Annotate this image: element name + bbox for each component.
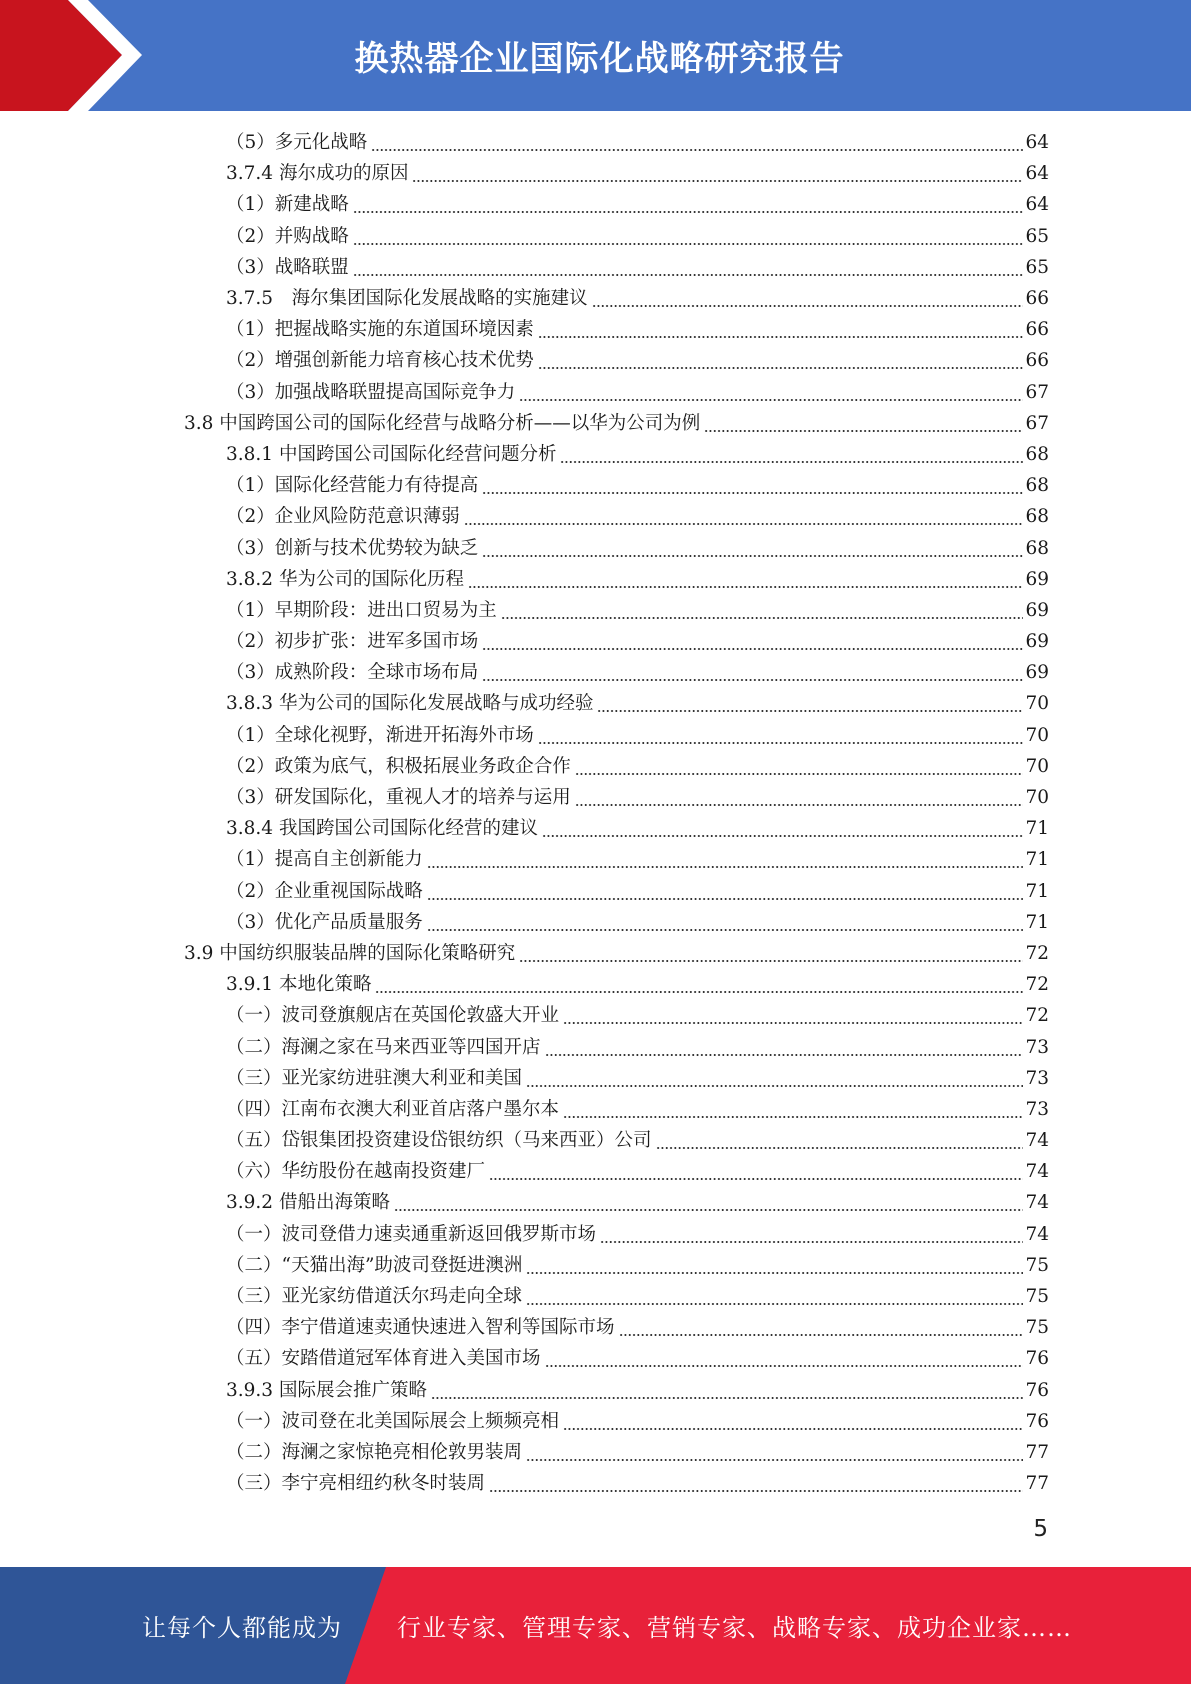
toc-entry-title: 3.9 中国纺织服装品牌的国际化策略研究: [184, 938, 519, 969]
toc-entry[interactable]: [226, 252, 1049, 283]
dot-leader: [353, 189, 1023, 220]
toc-entry[interactable]: [226, 439, 1049, 470]
toc-entry-title: （三）亚光家纺借道沃尔玛走向全球: [226, 1281, 526, 1312]
dot-leader: [412, 158, 1023, 189]
dot-leader: [575, 751, 1023, 782]
dot-leader: [501, 595, 1023, 626]
toc-entry[interactable]: [226, 1437, 1049, 1468]
toc-entry-title: （二）海澜之家惊艳亮相伦敦男装周: [226, 1437, 526, 1468]
toc-entry[interactable]: [226, 1375, 1049, 1406]
toc-entry-page: 77: [1025, 1441, 1049, 1463]
toc-entry-title: （1）提高自主创新能力: [226, 844, 427, 875]
toc-entry-page: 70: [1025, 724, 1049, 746]
dot-leader: [394, 1187, 1023, 1218]
toc-entry-title: （3）战略联盟: [226, 252, 353, 283]
toc-entry-title: （六）华纺股份在越南投资建厂: [226, 1156, 489, 1187]
toc-entry[interactable]: [226, 127, 1049, 158]
dot-leader: [656, 1125, 1023, 1156]
dot-leader: [592, 283, 1023, 314]
toc-entry[interactable]: [226, 751, 1049, 782]
dot-leader: [427, 844, 1023, 875]
toc-entry[interactable]: [226, 314, 1049, 345]
dot-leader: [526, 1281, 1023, 1312]
toc-entry-title: （2）增强创新能力培育核心技术优势: [226, 345, 538, 376]
toc-entry-page: 65: [1025, 256, 1049, 278]
document-title: 换热器企业国际化战略研究报告: [354, 39, 845, 79]
toc-entry-title: 3.9.1 本地化策略: [226, 969, 375, 1000]
dot-leader: [704, 408, 1023, 439]
toc-entry[interactable]: [226, 532, 1049, 563]
toc-entry-title: （3）成熟阶段：全球市场布局: [226, 657, 482, 688]
toc-entry-title: （3）创新与技术优势较为缺乏: [226, 533, 482, 564]
toc-entry-page: 65: [1025, 225, 1049, 247]
toc-entry-page: 68: [1025, 537, 1049, 559]
toc-entry[interactable]: [226, 1468, 1049, 1499]
footer-slogan-left: 让每个人都能成为: [142, 1614, 342, 1642]
toc-entry[interactable]: [226, 189, 1049, 220]
toc-entry[interactable]: [226, 1031, 1049, 1062]
dot-leader: [353, 252, 1023, 283]
toc-entry[interactable]: [226, 1312, 1049, 1343]
toc-entry-page: 66: [1025, 288, 1049, 310]
toc-entry-page: 69: [1025, 568, 1049, 590]
dot-leader: [600, 1219, 1023, 1250]
toc-entry[interactable]: [226, 221, 1049, 252]
toc-entry-page: 66: [1025, 319, 1049, 341]
toc-entry-page: 73: [1025, 1036, 1049, 1058]
toc-entry[interactable]: [226, 907, 1049, 938]
toc-entry[interactable]: [226, 377, 1049, 408]
page-header: [0, 0, 1191, 111]
toc-entry-page: 64: [1025, 132, 1049, 154]
toc-entry[interactable]: [226, 688, 1049, 719]
toc-entry[interactable]: [226, 1000, 1049, 1031]
toc-entry-page: 74: [1025, 1130, 1049, 1152]
toc-entry[interactable]: [184, 408, 1049, 439]
toc-entry-page: 70: [1025, 755, 1049, 777]
toc-entry-title: （一）波司登在北美国际展会上频频亮相: [226, 1406, 563, 1437]
toc-entry-title: 3.8.3 华为公司的国际化发展战略与成功经验: [226, 688, 597, 719]
toc-entry-title: （五）岱银集团投资建设岱银纺织（马来西亚）公司: [226, 1125, 656, 1156]
dot-leader: [427, 907, 1023, 938]
toc-entry-page: 66: [1025, 350, 1049, 372]
toc-entry-title: 3.7.5 海尔集团国际化发展战略的实施建议: [226, 283, 592, 314]
dot-leader: [545, 1032, 1023, 1063]
toc-entry-page: 69: [1025, 662, 1049, 684]
toc-entry[interactable]: [226, 1219, 1049, 1250]
dot-leader: [489, 1156, 1023, 1187]
toc-entry-page: 74: [1025, 1161, 1049, 1183]
toc-entry-page: 71: [1025, 849, 1049, 871]
toc-entry-page: 70: [1025, 693, 1049, 715]
toc-entry[interactable]: [226, 1125, 1049, 1156]
toc-entry[interactable]: [226, 470, 1049, 501]
dot-leader: [563, 1000, 1023, 1031]
toc-entry-page: 74: [1025, 1192, 1049, 1214]
dot-leader: [468, 564, 1023, 595]
dot-leader: [526, 1437, 1023, 1468]
toc-entry-title: （1）国际化经营能力有待提高: [226, 470, 482, 501]
toc-entry-page: 72: [1025, 942, 1049, 964]
toc-entry-title: （2）企业风险防范意识薄弱: [226, 501, 464, 532]
toc-entry-title: （一）波司登旗舰店在英国伦敦盛大开业: [226, 1000, 563, 1031]
toc-entry-title: （三）李宁亮相纽约秋冬时装周: [226, 1468, 489, 1499]
toc-entry-page: 64: [1025, 194, 1049, 216]
toc-entry-title: （1）把握战略实施的东道国环境因素: [226, 314, 538, 345]
dot-leader: [353, 221, 1023, 252]
toc-entry-title: （2）初步扩张：进军多国市场: [226, 626, 482, 657]
toc-entry[interactable]: [226, 720, 1049, 751]
dot-leader: [526, 1063, 1023, 1094]
toc-entry-page: 67: [1025, 412, 1049, 434]
toc-entry-page: 71: [1025, 911, 1049, 933]
toc-entry[interactable]: [226, 969, 1049, 1000]
toc-entry-page: 71: [1025, 818, 1049, 840]
toc-entry-title: （四）李宁借道速卖通快速进入智利等国际市场: [226, 1312, 619, 1343]
dot-leader: [464, 501, 1023, 532]
footer-slogan-right: 行业专家、管理专家、营销专家、战略专家、成功企业家……: [397, 1614, 1072, 1642]
toc-entry-title: （二）“天猫出海”助波司登挺进澳洲: [226, 1250, 526, 1281]
toc-entry-title: 3.8.4 我国跨国公司国际化经营的建议: [226, 813, 542, 844]
dot-leader: [597, 688, 1023, 719]
toc-entry[interactable]: [226, 345, 1049, 376]
toc-entry-page: 77: [1025, 1473, 1049, 1495]
toc-entry[interactable]: [226, 158, 1049, 189]
dot-leader: [519, 938, 1023, 969]
toc-entry-title: 3.7.4 海尔成功的原因: [226, 158, 412, 189]
toc-entry-title: （3）加强战略联盟提高国际竞争力: [226, 377, 519, 408]
toc-entry-page: 68: [1025, 443, 1049, 465]
dot-leader: [542, 813, 1023, 844]
toc-entry-title: （二）海澜之家在马来西亚等四国开店: [226, 1032, 545, 1063]
toc-entry-page: 69: [1025, 599, 1049, 621]
toc-entry[interactable]: [226, 283, 1049, 314]
toc-entry[interactable]: [226, 626, 1049, 657]
dot-leader: [526, 1250, 1023, 1281]
dot-leader: [619, 1312, 1023, 1343]
dot-leader: [538, 314, 1023, 345]
dot-leader: [538, 720, 1023, 751]
toc-entry-page: 74: [1025, 1223, 1049, 1245]
dot-leader: [482, 533, 1023, 564]
toc-entry-title: （1）全球化视野，渐进开拓海外市场: [226, 720, 538, 751]
dot-leader: [563, 1094, 1023, 1125]
toc-entry-page: 75: [1025, 1286, 1049, 1308]
toc-entry[interactable]: [226, 564, 1049, 595]
toc-entry-page: 70: [1025, 787, 1049, 809]
toc-entry[interactable]: [226, 1094, 1049, 1125]
dot-leader: [482, 626, 1023, 657]
toc-entry-page: 76: [1025, 1348, 1049, 1370]
dot-leader: [482, 657, 1023, 688]
toc-entry[interactable]: [226, 844, 1049, 875]
toc-entry-title: （一）波司登借力速卖通重新返回俄罗斯市场: [226, 1219, 600, 1250]
toc-entry-page: 76: [1025, 1379, 1049, 1401]
toc-entry-page: 68: [1025, 506, 1049, 528]
toc-entry[interactable]: [226, 1156, 1049, 1187]
toc-entry-page: 73: [1025, 1098, 1049, 1120]
toc-entry-title: 3.9.3 国际展会推广策略: [226, 1375, 431, 1406]
dot-leader: [427, 876, 1023, 907]
dot-leader: [431, 1375, 1023, 1406]
toc-entry-page: 76: [1025, 1410, 1049, 1432]
dot-leader: [371, 127, 1023, 158]
toc-entry[interactable]: [226, 1281, 1049, 1312]
toc-entry-page: 69: [1025, 631, 1049, 653]
dot-leader: [560, 439, 1023, 470]
toc-entry-title: 3.8.1 中国跨国公司国际化经营问题分析: [226, 439, 560, 470]
toc-entry[interactable]: [226, 1187, 1049, 1218]
toc-entry[interactable]: [226, 813, 1049, 844]
dot-leader: [563, 1406, 1023, 1437]
dot-leader: [545, 1343, 1023, 1374]
toc-entry[interactable]: [226, 782, 1049, 813]
toc-entry-page: 72: [1025, 974, 1049, 996]
toc-entry[interactable]: [226, 501, 1049, 532]
toc-entry-page: 71: [1025, 880, 1049, 902]
dot-leader: [519, 377, 1023, 408]
toc-entry[interactable]: [226, 657, 1049, 688]
dot-leader: [489, 1468, 1023, 1499]
toc-entry-title: （五）安踏借道冠军体育进入美国市场: [226, 1343, 545, 1374]
toc-entry-title: 3.9.2 借船出海策略: [226, 1187, 394, 1218]
toc-entry[interactable]: [226, 595, 1049, 626]
toc-entry-page: 64: [1025, 163, 1049, 185]
toc-entry-page: 72: [1025, 1005, 1049, 1027]
toc-entry-title: （3）优化产品质量服务: [226, 907, 427, 938]
toc-entry-title: 3.8.2 华为公司的国际化历程: [226, 564, 468, 595]
toc-entry-title: （2）企业重视国际战略: [226, 876, 427, 907]
toc-entry-title: （2）政策为底气，积极拓展业务政企合作: [226, 751, 575, 782]
toc-entry[interactable]: [184, 938, 1049, 969]
toc-entry[interactable]: [226, 1250, 1049, 1281]
toc-entry-title: （2）并购战略: [226, 221, 353, 252]
toc-entry-title: （三）亚光家纺进驻澳大利亚和美国: [226, 1063, 526, 1094]
toc-entry-title: （四）江南布衣澳大利亚首店落户墨尔本: [226, 1094, 563, 1125]
toc-entry[interactable]: [226, 876, 1049, 907]
toc-entry-page: 73: [1025, 1067, 1049, 1089]
page-number: 5: [1033, 1516, 1048, 1542]
dot-leader: [575, 782, 1023, 813]
toc-entry[interactable]: [226, 1063, 1049, 1094]
dot-leader: [538, 345, 1023, 376]
dot-leader: [482, 470, 1023, 501]
toc-entry[interactable]: [226, 1343, 1049, 1374]
toc-entry-title: （1）早期阶段：进出口贸易为主: [226, 595, 501, 626]
toc-entry[interactable]: [226, 1406, 1049, 1437]
toc-entry-page: 67: [1025, 381, 1049, 403]
toc-entry-title: （3）研发国际化，重视人才的培养与运用: [226, 782, 575, 813]
toc-entry-page: 68: [1025, 475, 1049, 497]
toc-entry-title: （1）新建战略: [226, 189, 353, 220]
dot-leader: [375, 969, 1023, 1000]
toc-entry-title: 3.8 中国跨国公司的国际化经营与战略分析——以华为公司为例: [184, 408, 704, 439]
page-footer: [0, 1567, 1191, 1684]
toc-entry-title: （5）多元化战略: [226, 127, 371, 158]
toc-entry-page: 75: [1025, 1317, 1049, 1339]
table-of-contents: [0, 127, 1191, 1499]
toc-entry-page: 75: [1025, 1254, 1049, 1276]
